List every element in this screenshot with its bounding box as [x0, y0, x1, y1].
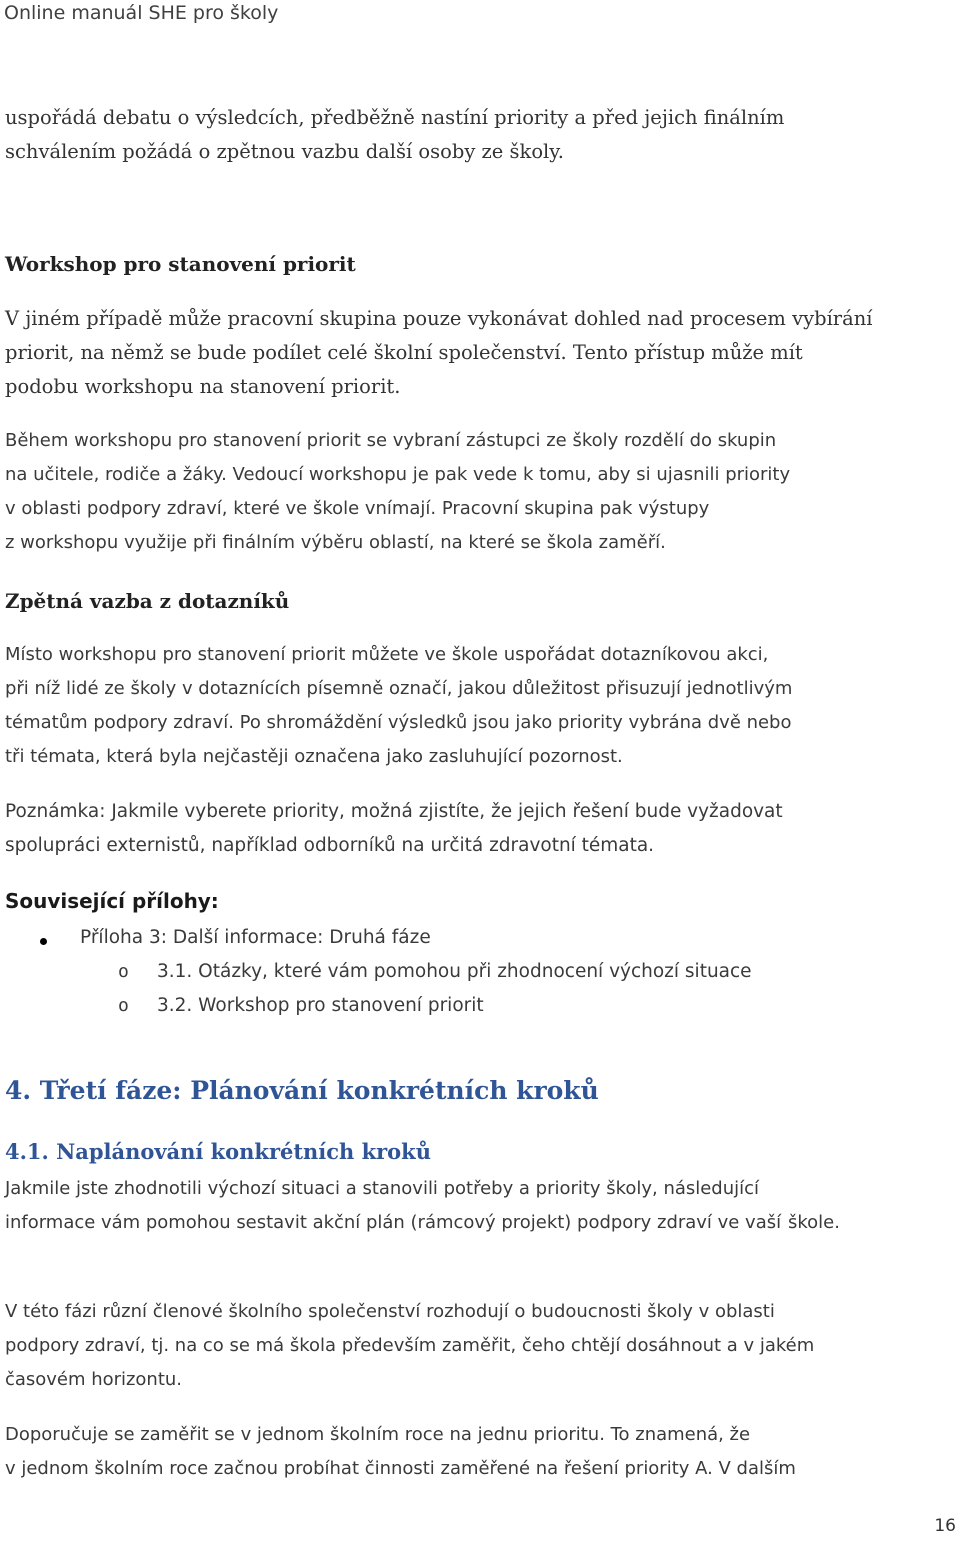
text-line: Jakmile jste zhodnotili výchozí situaci a stanovili potřeby a priority školy, následující — [5, 1178, 759, 1199]
text-line: uspořádá debatu o výsledcích, předběžně nastíní priority a před jejich finálním — [5, 106, 785, 129]
text-line: Doporučuje se zaměřit se v jednom školním roce na jednu prioritu. To znamená, že — [5, 1424, 751, 1445]
text-line: informace vám pomohou sestavit akční plán (rámcový projekt) podpory zdraví ve vaší — [5, 1212, 782, 1233]
text-line: škole. — [787, 1212, 840, 1233]
phase3-paragraph-1 — [5, 1172, 957, 1240]
text-line: priorit, na němž se bude podílet celé školní společenství. Tento přístup může mít — [5, 341, 803, 364]
attachment-item: Příloha 3: Další informace: Druhá fáze — [80, 927, 431, 948]
text-line: V této fázi různí členové školního společenství rozhodují o budoucnosti školy v oblasti — [5, 1301, 775, 1322]
phase3-heading: 4. Třetí fáze: Plánování konkrétních kroků — [5, 1076, 599, 1105]
note-paragraph — [5, 795, 957, 863]
text-line: podpory zdraví, tj. na co se má škola především zaměřit, čeho chtějí dosáhnout a v jakém — [5, 1335, 815, 1356]
text-line: časovém horizontu. — [5, 1369, 182, 1390]
feedback-paragraph — [5, 638, 957, 774]
phase3-paragraph-3 — [5, 1418, 957, 1486]
attachment-subitem: 3.1. Otázky, které vám pomohou při zhodnocení výchozí situace — [157, 961, 752, 982]
text-line: na učitele, rodiče a žáky. Vedoucí workshopu je pak vede k tomu, aby si ujasnili priority — [5, 464, 791, 485]
phase3-subheading: 4.1. Naplánování konkrétních kroků — [5, 1139, 431, 1164]
page-number: 16 — [934, 1516, 956, 1536]
text-line: v oblasti podpory zdraví, které ve škole vnímají. Pracovní skupina pak výstupy — [5, 498, 710, 519]
attachments-heading: Související přílohy: — [5, 889, 219, 913]
text-line: V jiném případě může pracovní skupina pouze vykonávat dohled nad procesem vybírání — [5, 307, 873, 330]
attachment-subitem: 3.2. Workshop pro stanovení priorit — [157, 995, 484, 1016]
sub-bullet-icon: o — [118, 995, 129, 1016]
text-line: tématům podpory zdraví. Po shromáždění výsledků jsou jako priority vybrána dvě nebo — [5, 712, 792, 733]
intro-paragraph — [5, 101, 957, 169]
text-line: spolupráci externistů, například odborníků na určitá zdravotní témata. — [5, 835, 655, 856]
text-line: v jednom školním roce začnou probíhat činnosti zaměřené na řešení priority A. V dalším — [5, 1458, 796, 1479]
sub-bullet-icon: o — [118, 961, 129, 982]
workshop-paragraph-2 — [5, 424, 957, 560]
feedback-heading: Zpětná vazba z dotazníků — [5, 589, 290, 613]
text-line: při níž lidé ze školy v dotaznících písemně označí, jakou důležitost přisuzují jednotlivým — [5, 678, 793, 699]
text-line: Poznámka: Jakmile vyberete priority, možná zjistíte, že jejich řešení bude vyžadovat — [5, 801, 783, 822]
phase3-paragraph-2 — [5, 1295, 957, 1397]
running-header: Online manuál SHE pro školy — [4, 2, 279, 24]
text-line: z workshopu využije při finálním výběru oblastí, na které se škola zaměří. — [5, 532, 666, 553]
workshop-heading: Workshop pro stanovení priorit — [5, 252, 356, 276]
text-line: podobu workshopu na stanovení priorit. — [5, 375, 401, 398]
bullet-icon — [40, 938, 47, 945]
text-line: schválením požádá o zpětnou vazbu další osoby ze školy. — [5, 140, 564, 163]
text-line: Během workshopu pro stanovení priorit se vybraní zástupci ze školy rozdělí do skupin — [5, 430, 777, 451]
text-line: Místo workshopu pro stanovení priorit můžete ve škole uspořádat dotazníkovou akci, — [5, 644, 769, 665]
text-line: tři témata, která byla nejčastěji označena jako zasluhující pozornost. — [5, 746, 623, 767]
workshop-paragraph-1 — [5, 302, 957, 404]
